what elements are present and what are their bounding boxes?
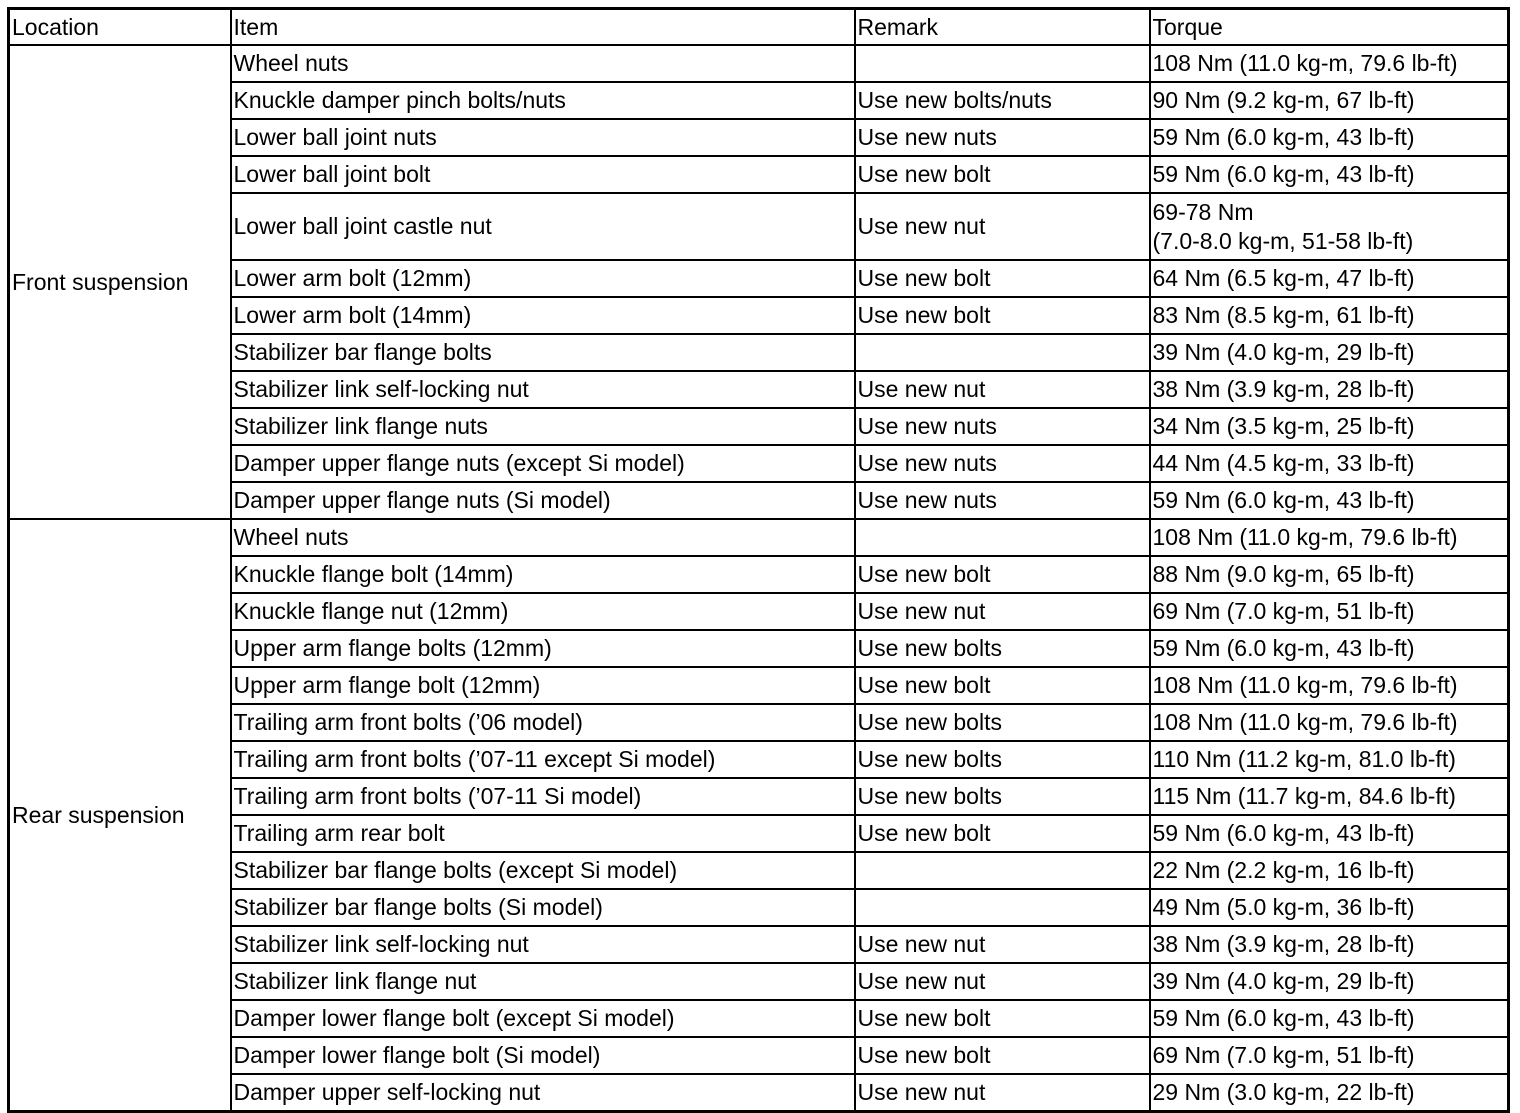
table-row — [9, 445, 1509, 482]
remark-cell: Use new bolt — [855, 260, 1150, 297]
table-row — [9, 260, 1509, 297]
torque-cell: 83 Nm (8.5 kg-m, 61 lb-ft) — [1150, 297, 1509, 334]
item-cell: Lower ball joint castle nut — [231, 193, 855, 260]
table-row — [9, 119, 1509, 156]
table-row — [9, 519, 1509, 556]
torque-spec-table — [7, 7, 1510, 1113]
remark-cell: Use new nuts — [855, 408, 1150, 445]
torque-cell: 44 Nm (4.5 kg-m, 33 lb-ft) — [1150, 445, 1509, 482]
item-cell: Stabilizer link self-locking nut — [231, 371, 855, 408]
torque-cell: 64 Nm (6.5 kg-m, 47 lb-ft) — [1150, 260, 1509, 297]
torque-cell: 59 Nm (6.0 kg-m, 43 lb-ft) — [1150, 156, 1509, 193]
item-cell: Stabilizer link self-locking nut — [231, 926, 855, 963]
remark-cell: Use new bolts — [855, 704, 1150, 741]
table-row — [9, 630, 1509, 667]
torque-cell: 39 Nm (4.0 kg-m, 29 lb-ft) — [1150, 963, 1509, 1000]
torque-cell: 38 Nm (3.9 kg-m, 28 lb-ft) — [1150, 371, 1509, 408]
table-row — [9, 556, 1509, 593]
table-row — [9, 82, 1509, 119]
torque-cell: 39 Nm (4.0 kg-m, 29 lb-ft) — [1150, 334, 1509, 371]
torque-line-1: 69-78 Nm — [1152, 198, 1254, 225]
item-cell: Stabilizer link flange nut — [231, 963, 855, 1000]
item-cell: Stabilizer bar flange bolts — [231, 334, 855, 371]
remark-cell: Use new bolt — [855, 297, 1150, 334]
header-location: Location — [9, 9, 231, 46]
table-row — [9, 45, 1509, 82]
table-row — [9, 778, 1509, 815]
table-row — [9, 963, 1509, 1000]
remark-cell: Use new nut — [855, 593, 1150, 630]
remark-cell: Use new nut — [855, 193, 1150, 260]
table-row — [9, 297, 1509, 334]
remark-cell — [855, 45, 1150, 82]
torque-cell: 59 Nm (6.0 kg-m, 43 lb-ft) — [1150, 630, 1509, 667]
remark-cell: Use new bolts — [855, 630, 1150, 667]
table-row — [9, 593, 1509, 630]
remark-cell: Use new nut — [855, 371, 1150, 408]
remark-cell: Use new bolt — [855, 1037, 1150, 1074]
rear-location-cell: Rear suspension — [9, 519, 231, 1112]
table-row — [9, 156, 1509, 193]
item-cell: Damper upper self-locking nut — [231, 1074, 855, 1112]
torque-cell: 49 Nm (5.0 kg-m, 36 lb-ft) — [1150, 889, 1509, 926]
item-cell: Lower arm bolt (12mm) — [231, 260, 855, 297]
item-cell: Knuckle flange nut (12mm) — [231, 593, 855, 630]
item-cell: Trailing arm front bolts (’07-11 except Si model) — [231, 741, 855, 778]
header-row — [9, 9, 1509, 46]
remark-cell: Use new bolts — [855, 741, 1150, 778]
table-row — [9, 667, 1509, 704]
remark-cell: Use new bolts — [855, 778, 1150, 815]
item-cell: Stabilizer bar flange bolts (Si model) — [231, 889, 855, 926]
torque-cell: 29 Nm (3.0 kg-m, 22 lb-ft) — [1150, 1074, 1509, 1112]
item-cell: Wheel nuts — [231, 45, 855, 82]
torque-cell — [1150, 193, 1509, 260]
table-row — [9, 1037, 1509, 1074]
item-cell: Wheel nuts — [231, 519, 855, 556]
remark-cell: Use new bolt — [855, 556, 1150, 593]
table-row — [9, 408, 1509, 445]
remark-cell: Use new bolt — [855, 1000, 1150, 1037]
item-cell: Damper upper flange nuts (except Si model) — [231, 445, 855, 482]
torque-cell: 108 Nm (11.0 kg-m, 79.6 lb-ft) — [1150, 519, 1509, 556]
torque-cell: 88 Nm (9.0 kg-m, 65 lb-ft) — [1150, 556, 1509, 593]
table-body — [9, 9, 1509, 1112]
table-row — [9, 334, 1509, 371]
torque-cell: 90 Nm (9.2 kg-m, 67 lb-ft) — [1150, 82, 1509, 119]
table-row — [9, 371, 1509, 408]
torque-cell: 59 Nm (6.0 kg-m, 43 lb-ft) — [1150, 815, 1509, 852]
table-row — [9, 889, 1509, 926]
item-cell: Upper arm flange bolts (12mm) — [231, 630, 855, 667]
torque-cell: 108 Nm (11.0 kg-m, 79.6 lb-ft) — [1150, 667, 1509, 704]
torque-cell: 59 Nm (6.0 kg-m, 43 lb-ft) — [1150, 1000, 1509, 1037]
item-cell: Lower arm bolt (14mm) — [231, 297, 855, 334]
item-cell: Upper arm flange bolt (12mm) — [231, 667, 855, 704]
item-cell: Lower ball joint bolt — [231, 156, 855, 193]
front-location-cell: Front suspension — [9, 45, 231, 519]
torque-cell: 110 Nm (11.2 kg-m, 81.0 lb-ft) — [1150, 741, 1509, 778]
torque-cell: 108 Nm (11.0 kg-m, 79.6 lb-ft) — [1150, 704, 1509, 741]
remark-cell: Use new nut — [855, 963, 1150, 1000]
item-cell: Trailing arm front bolts (’07-11 Si model) — [231, 778, 855, 815]
table-row — [9, 926, 1509, 963]
header-remark: Remark — [855, 9, 1150, 46]
remark-cell — [855, 852, 1150, 889]
remark-cell: Use new bolt — [855, 667, 1150, 704]
table-row — [9, 1000, 1509, 1037]
remark-cell — [855, 334, 1150, 371]
header-item: Item — [231, 9, 855, 46]
item-cell: Lower ball joint nuts — [231, 119, 855, 156]
torque-cell: 34 Nm (3.5 kg-m, 25 lb-ft) — [1150, 408, 1509, 445]
torque-line-2: (7.0-8.0 kg-m, 51-58 lb-ft) — [1152, 227, 1414, 254]
remark-cell: Use new nuts — [855, 482, 1150, 519]
torque-cell: 69 Nm (7.0 kg-m, 51 lb-ft) — [1150, 593, 1509, 630]
torque-cell: 69 Nm (7.0 kg-m, 51 lb-ft) — [1150, 1037, 1509, 1074]
torque-cell: 108 Nm (11.0 kg-m, 79.6 lb-ft) — [1150, 45, 1509, 82]
remark-cell: Use new nut — [855, 926, 1150, 963]
remark-cell: Use new bolt — [855, 156, 1150, 193]
item-cell: Trailing arm rear bolt — [231, 815, 855, 852]
remark-cell: Use new bolts/nuts — [855, 82, 1150, 119]
torque-cell: 22 Nm (2.2 kg-m, 16 lb-ft) — [1150, 852, 1509, 889]
item-cell: Knuckle damper pinch bolts/nuts — [231, 82, 855, 119]
table-row — [9, 482, 1509, 519]
table-row — [9, 815, 1509, 852]
remark-cell: Use new nut — [855, 1074, 1150, 1112]
item-cell: Trailing arm front bolts (’06 model) — [231, 704, 855, 741]
item-cell: Damper lower flange bolt (Si model) — [231, 1037, 855, 1074]
remark-cell — [855, 519, 1150, 556]
torque-cell: 38 Nm (3.9 kg-m, 28 lb-ft) — [1150, 926, 1509, 963]
item-cell: Damper upper flange nuts (Si model) — [231, 482, 855, 519]
remark-cell: Use new nuts — [855, 119, 1150, 156]
torque-cell: 59 Nm (6.0 kg-m, 43 lb-ft) — [1150, 482, 1509, 519]
table-row — [9, 1074, 1509, 1112]
remark-cell: Use new bolt — [855, 815, 1150, 852]
header-torque: Torque — [1150, 9, 1509, 46]
torque-cell: 59 Nm (6.0 kg-m, 43 lb-ft) — [1150, 119, 1509, 156]
table-row — [9, 852, 1509, 889]
item-cell: Knuckle flange bolt (14mm) — [231, 556, 855, 593]
torque-cell: 115 Nm (11.7 kg-m, 84.6 lb-ft) — [1150, 778, 1509, 815]
item-cell: Stabilizer bar flange bolts (except Si model) — [231, 852, 855, 889]
remark-cell: Use new nuts — [855, 445, 1150, 482]
remark-cell — [855, 889, 1150, 926]
item-cell: Damper lower flange bolt (except Si model) — [231, 1000, 855, 1037]
item-cell: Stabilizer link flange nuts — [231, 408, 855, 445]
table-row — [9, 193, 1509, 260]
table-row — [9, 704, 1509, 741]
table-row — [9, 741, 1509, 778]
